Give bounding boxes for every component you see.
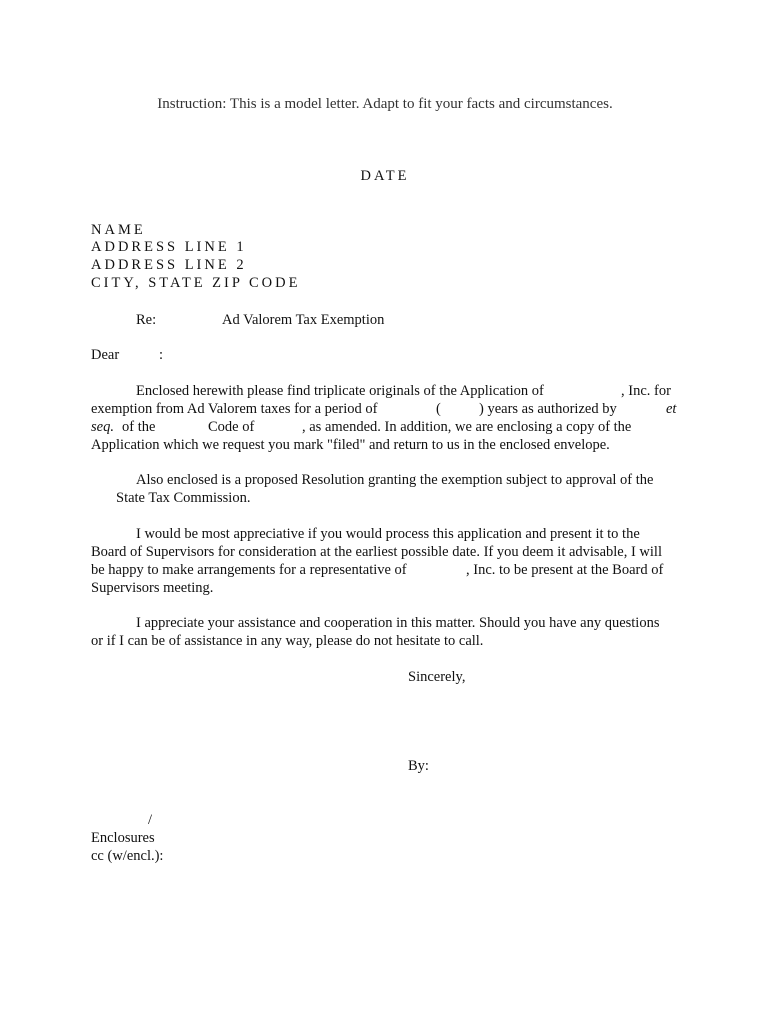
closing-sincerely: Sincerely,: [408, 669, 466, 685]
recipient-name: NAME: [91, 222, 146, 238]
p1-line3-of-the: of the: [122, 419, 156, 435]
salutation-dear: Dear: [91, 347, 120, 363]
p1-line1-inc: , Inc. for: [621, 383, 671, 399]
p4-line1: I appreciate your assistance and cooperation in this matter. Should you have any questions: [136, 615, 660, 631]
p3-line3-inc: , Inc. to be present at the Board of: [466, 562, 664, 578]
re-subject: Ad Valorem Tax Exemption: [222, 312, 385, 328]
p1-line2-authorized: ) years as authorized by: [479, 401, 617, 417]
p3-line3-text: be happy to make arrangements for a representative of: [91, 562, 407, 578]
p3-line4: Supervisors meeting.: [91, 580, 214, 596]
p1-line2-paren-open: (: [436, 401, 441, 417]
enclosures-label: Enclosures: [91, 830, 155, 846]
p4-line2: or if I can be of assistance in any way, please do not hesitate to call.: [91, 633, 484, 649]
p1-line2-et: et: [666, 401, 677, 417]
address-city-state-zip: CITY, STATE ZIP CODE: [91, 275, 301, 291]
p1-line1-text: Enclosed herewith please find triplicate originals of the Application of: [136, 383, 544, 399]
cc-label: cc (w/encl.):: [91, 848, 164, 864]
p3-line1: I would be most appreciative if you would process this application and present it to the: [136, 526, 640, 542]
address-line-1: ADDRESS LINE 1: [91, 239, 247, 255]
initials-slash: /: [148, 812, 153, 828]
p1-line4: Application which we request you mark "filed" and return to us in the enclosed envelope.: [91, 437, 610, 453]
p1-line3-seq: seq.: [91, 419, 114, 435]
p1-line3-amended: , as amended. In addition, we are enclosing a copy of the: [302, 419, 632, 435]
closing-by: By:: [408, 758, 429, 774]
address-line-2: ADDRESS LINE 2: [91, 257, 247, 273]
p2-line2: State Tax Commission.: [116, 490, 251, 506]
p1-line3-code-of: Code of: [208, 419, 255, 435]
p1-line2-text: exemption from Ad Valorem taxes for a period of: [91, 401, 378, 417]
salutation-colon: :: [159, 347, 164, 363]
letter-date: DATE: [360, 168, 410, 184]
instruction-note: Instruction: This is a model letter. Adapt to fit your facts and circumstances.: [157, 96, 613, 112]
re-label: Re:: [136, 312, 157, 328]
p2-line1: Also enclosed is a proposed Resolution granting the exemption subject to approval of the: [136, 472, 654, 488]
p3-line2: Board of Supervisors for consideration at the earliest possible date. If you deem it advisable, I will: [91, 544, 662, 560]
